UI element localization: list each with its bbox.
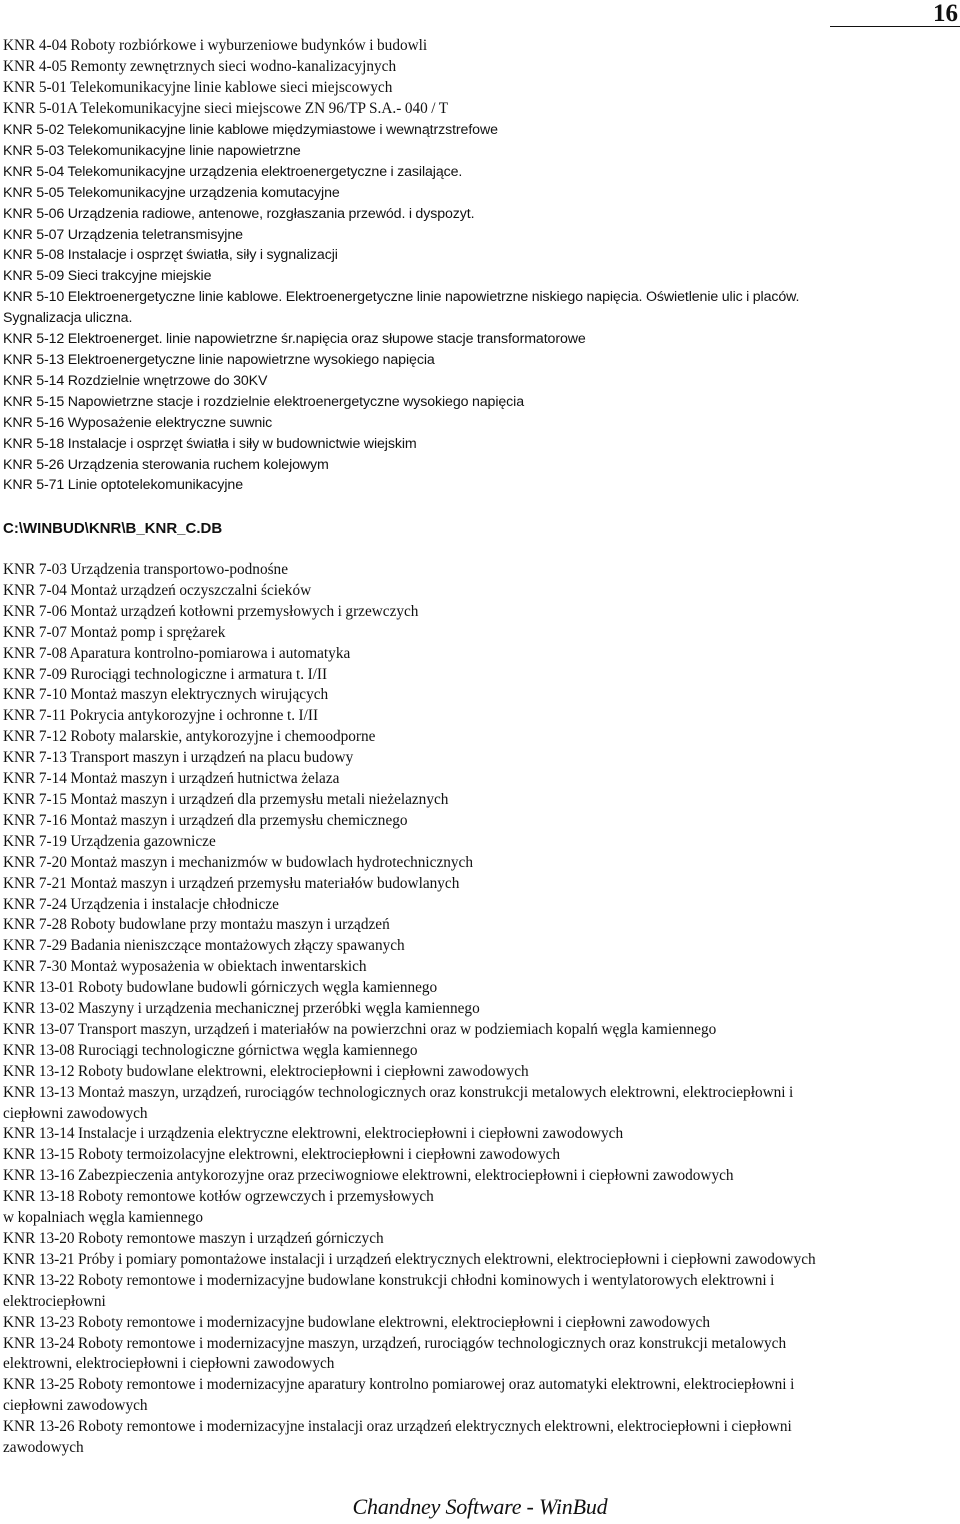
catalog-entry: KNR 13-18 Roboty remontowe kotłów ogrzewczych i przemysłowych: [3, 1188, 434, 1206]
catalog-entry: KNR 13-13 Montaż maszyn, urządzeń, rurociągów technologicznych oraz konstrukcji metalowych elektrowni, elektrociepłowni i: [3, 1083, 794, 1101]
catalog-entry: KNR 13-24 Roboty remontowe i modernizacyjne maszyn, urządzeń, rurociągów technologicznych oraz konstrukcji metalowych: [3, 1334, 787, 1352]
catalog-entry: ciepłowni zawodowych: [3, 1397, 148, 1415]
catalog-entry: KNR 7-03 Urządzenia transportowo-podnośne: [3, 561, 288, 578]
catalog-entry: KNR 5-12 Elektroenerget. linie napowietrzne śr.napięcia oraz słupowe stacje transformatorowe: [3, 331, 586, 348]
catalog-entry: KNR 7-16 Montaż maszyn i urządzeń dla przemysłu chemicznego: [3, 811, 408, 829]
catalog-entry: ciepłowni zawodowych: [3, 1104, 148, 1122]
catalog-entry: KNR 5-07 Urządzenia teletransmisyjne: [3, 226, 243, 243]
catalog-entry: KNR 7-15 Montaż maszyn i urządzeń dla przemysłu metali nieżelaznych: [3, 790, 449, 808]
catalog-entry: KNR 7-28 Roboty budowlane przy montażu maszyn i urządzeń: [3, 916, 390, 934]
catalog-entry: KNR 13-02 Maszyny i urządzenia mechanicznej przeróbki węgla kamiennego: [3, 1000, 480, 1018]
catalog-entry: elektrociepłowni: [3, 1292, 106, 1310]
catalog-entry: KNR 7-12 Roboty malarskie, antykorozyjne i chemoodporne: [3, 728, 376, 746]
catalog-entry: KNR 7-13 Transport maszyn i urządzeń na placu budowy: [3, 749, 354, 767]
catalog-entry: KNR 7-07 Montaż pomp i sprężarek: [3, 623, 226, 641]
catalog-entry: KNR 7-24 Urządzenia i instalacje chłodnicze: [3, 895, 279, 913]
catalog-entry: KNR 4-04 Roboty rozbiórkowe i wyburzeniowe budynków i budowli: [3, 37, 428, 54]
database-path-heading: C:\WINBUD\KNR\B_KNR_C.DB: [3, 520, 223, 537]
catalog-entry: KNR 5-09 Sieci trakcyjne miejskie: [3, 268, 212, 285]
catalog-entry: KNR 5-26 Urządzenia sterowania ruchem kolejowym: [3, 456, 329, 473]
catalog-entry: KNR 13-21 Próby i pomiary pomontażowe instalacji i urządzeń elektrycznych elektrowni, elektrociepłowni i ciepłowni zawodowych: [3, 1250, 816, 1268]
catalog-entry: KNR 5-16 Wyposażenie elektryczne suwnic: [3, 414, 273, 431]
catalog-entry: KNR 7-29 Badania nieniszczące montażowych złączy spawanych: [3, 937, 405, 955]
catalog-entry: KNR 7-08 Aparatura kontrolno-pomiarowa i automatyka: [3, 644, 351, 662]
catalog-entry: KNR 5-01A Telekomunikacyjne sieci miejscowe ZN 96/TP S.A.- 040 / T: [3, 99, 449, 117]
catalog-entry: KNR 5-01 Telekomunikacyjne linie kablowe sieci miejscowych: [3, 78, 393, 96]
catalog-entry: KNR 5-06 Urządzenia radiowe, antenowe, rozgłaszania przewód. i dyspozyt.: [3, 205, 475, 222]
catalog-list-top: [3, 36, 957, 120]
catalog-entry: KNR 7-30 Montaż wyposażenia w obiektach inwentarskich: [3, 958, 367, 976]
catalog-entry: Sygnalizacja uliczna.: [3, 310, 133, 327]
catalog-entry: KNR 13-01 Roboty budowlane budowli górniczych węgla kamiennego: [3, 979, 438, 997]
catalog-entry: KNR 13-15 Roboty termoizolacyjne elektrowni, elektrociepłowni i ciepłowni zawodowych: [3, 1146, 561, 1164]
catalog-entry: KNR 13-14 Instalacje i urządzenia elektryczne elektrowni, elektrociepłowni i ciepłowni zawodowych: [3, 1125, 624, 1143]
catalog-entry: KNR 13-07 Transport maszyn, urządzeń i materiałów na powierzchni oraz w podziemiach kopalń węgla kamiennego: [3, 1020, 717, 1038]
catalog-entry: KNR 5-13 Elektroenergetyczne linie napowietrzne wysokiego napięcia: [3, 351, 435, 368]
catalog-entry: KNR 13-08 Rurociągi technologiczne górnictwa węgla kamiennego: [3, 1041, 418, 1059]
catalog-entry: KNR 5-14 Rozdzielnie wnętrzowe do 30KV: [3, 372, 268, 389]
catalog-entry: zawodowych: [3, 1439, 84, 1457]
catalog-entry: w kopalniach węgla kamiennego: [3, 1209, 204, 1227]
catalog-entry: KNR 7-04 Montaż urządzeń oczyszczalni ścieków: [3, 581, 312, 599]
catalog-entry: KNR 5-02 Telekomunikacyjne linie kablowe międzymiastowe i wewnątrzstrefowe: [3, 122, 498, 138]
catalog-list-telecom-electric: [3, 120, 957, 496]
catalog-entry: KNR 7-21 Montaż maszyn i urządzeń przemysłu materiałów budowlanych: [3, 874, 460, 892]
catalog-entry: KNR 13-23 Roboty remontowe i modernizacyjne budowlane elektrowni, elektrociepłowni i ciepłowni zawodowych: [3, 1313, 710, 1331]
catalog-entry: KNR 5-10 Elektroenergetyczne linie kablowe. Elektroenergetyczne linie napowietrzne niskiego napięcia. Oświetlenie ulic i placów.: [3, 289, 800, 306]
footer-brand: Chandney Software - WinBud: [352, 1494, 608, 1519]
catalog-entry: KNR 4-05 Remonty zewnętrznych sieci wodno-kanalizacyjnych: [3, 57, 397, 75]
page-number: 16: [830, 0, 960, 27]
catalog-entry: KNR 13-12 Roboty budowlane elektrowni, elektrociepłowni i ciepłowni zawodowych: [3, 1062, 529, 1080]
catalog-entry: KNR 7-06 Montaż urządzeń kotłowni przemysłowych i grzewczych: [3, 602, 419, 620]
catalog-entry: KNR 7-10 Montaż maszyn elektrycznych wirujących: [3, 686, 329, 704]
catalog-entry: KNR 5-71 Linie optotelekomunikacyjne: [3, 477, 243, 494]
catalog-entry: KNR 5-15 Napowietrzne stacje i rozdzielnie elektroenergetyczne wysokiego napięcia: [3, 393, 525, 410]
catalog-entry: KNR 5-18 Instalacje i osprzęt światła i siły w budownictwie wiejskim: [3, 435, 417, 452]
catalog-entry: KNR 13-25 Roboty remontowe i modernizacyjne aparatury kontrolno pomiarowej oraz automatyki elektrowni, elektrociepłowni i: [3, 1376, 795, 1394]
catalog-list-installation-mining: [3, 560, 957, 1459]
catalog-entry: KNR 7-14 Montaż maszyn i urządzeń hutnictwa żelaza: [3, 770, 340, 788]
catalog-entry: elektrowni, elektrociepłowni i ciepłowni zawodowych: [3, 1355, 335, 1373]
catalog-entry: KNR 5-04 Telekomunikacyjne urządzenia elektroenergetyczne i zasilające.: [3, 163, 463, 180]
catalog-entry: KNR 5-03 Telekomunikacyjne linie napowietrzne: [3, 142, 301, 159]
catalog-entry: KNR 7-11 Pokrycia antykorozyjne i ochronne t. I/II: [3, 707, 319, 725]
catalog-entry: KNR 5-08 Instalacje i osprzęt światła, siły i sygnalizacji: [3, 247, 338, 264]
catalog-entry: KNR 7-19 Urządzenia gazownicze: [3, 832, 216, 850]
catalog-entry: KNR 13-16 Zabezpieczenia antykorozyjne oraz przeciwogniowe elektrowni, elektrociepłowni i ciepłowni zawodowych: [3, 1167, 734, 1185]
catalog-entry: KNR 13-26 Roboty remontowe i modernizacyjne instalacji oraz urządzeń elektrycznych elektrowni, elektrociepłowni i ciepłowni: [3, 1418, 792, 1436]
catalog-entry: KNR 7-20 Montaż maszyn i mechanizmów w budowlach hydrotechnicznych: [3, 853, 473, 871]
catalog-entry: KNR 13-22 Roboty remontowe i modernizacyjne budowlane konstrukcji chłodni kominowych i wentylatorowych elektrowni i: [3, 1271, 775, 1289]
catalog-entry: KNR 5-05 Telekomunikacyjne urządzenia komutacyjne: [3, 184, 340, 201]
catalog-entry: KNR 7-09 Rurociągi technologiczne i armatura t. I/II: [3, 665, 328, 683]
catalog-entry: KNR 13-20 Roboty remontowe maszyn i urządzeń górniczych: [3, 1230, 384, 1247]
